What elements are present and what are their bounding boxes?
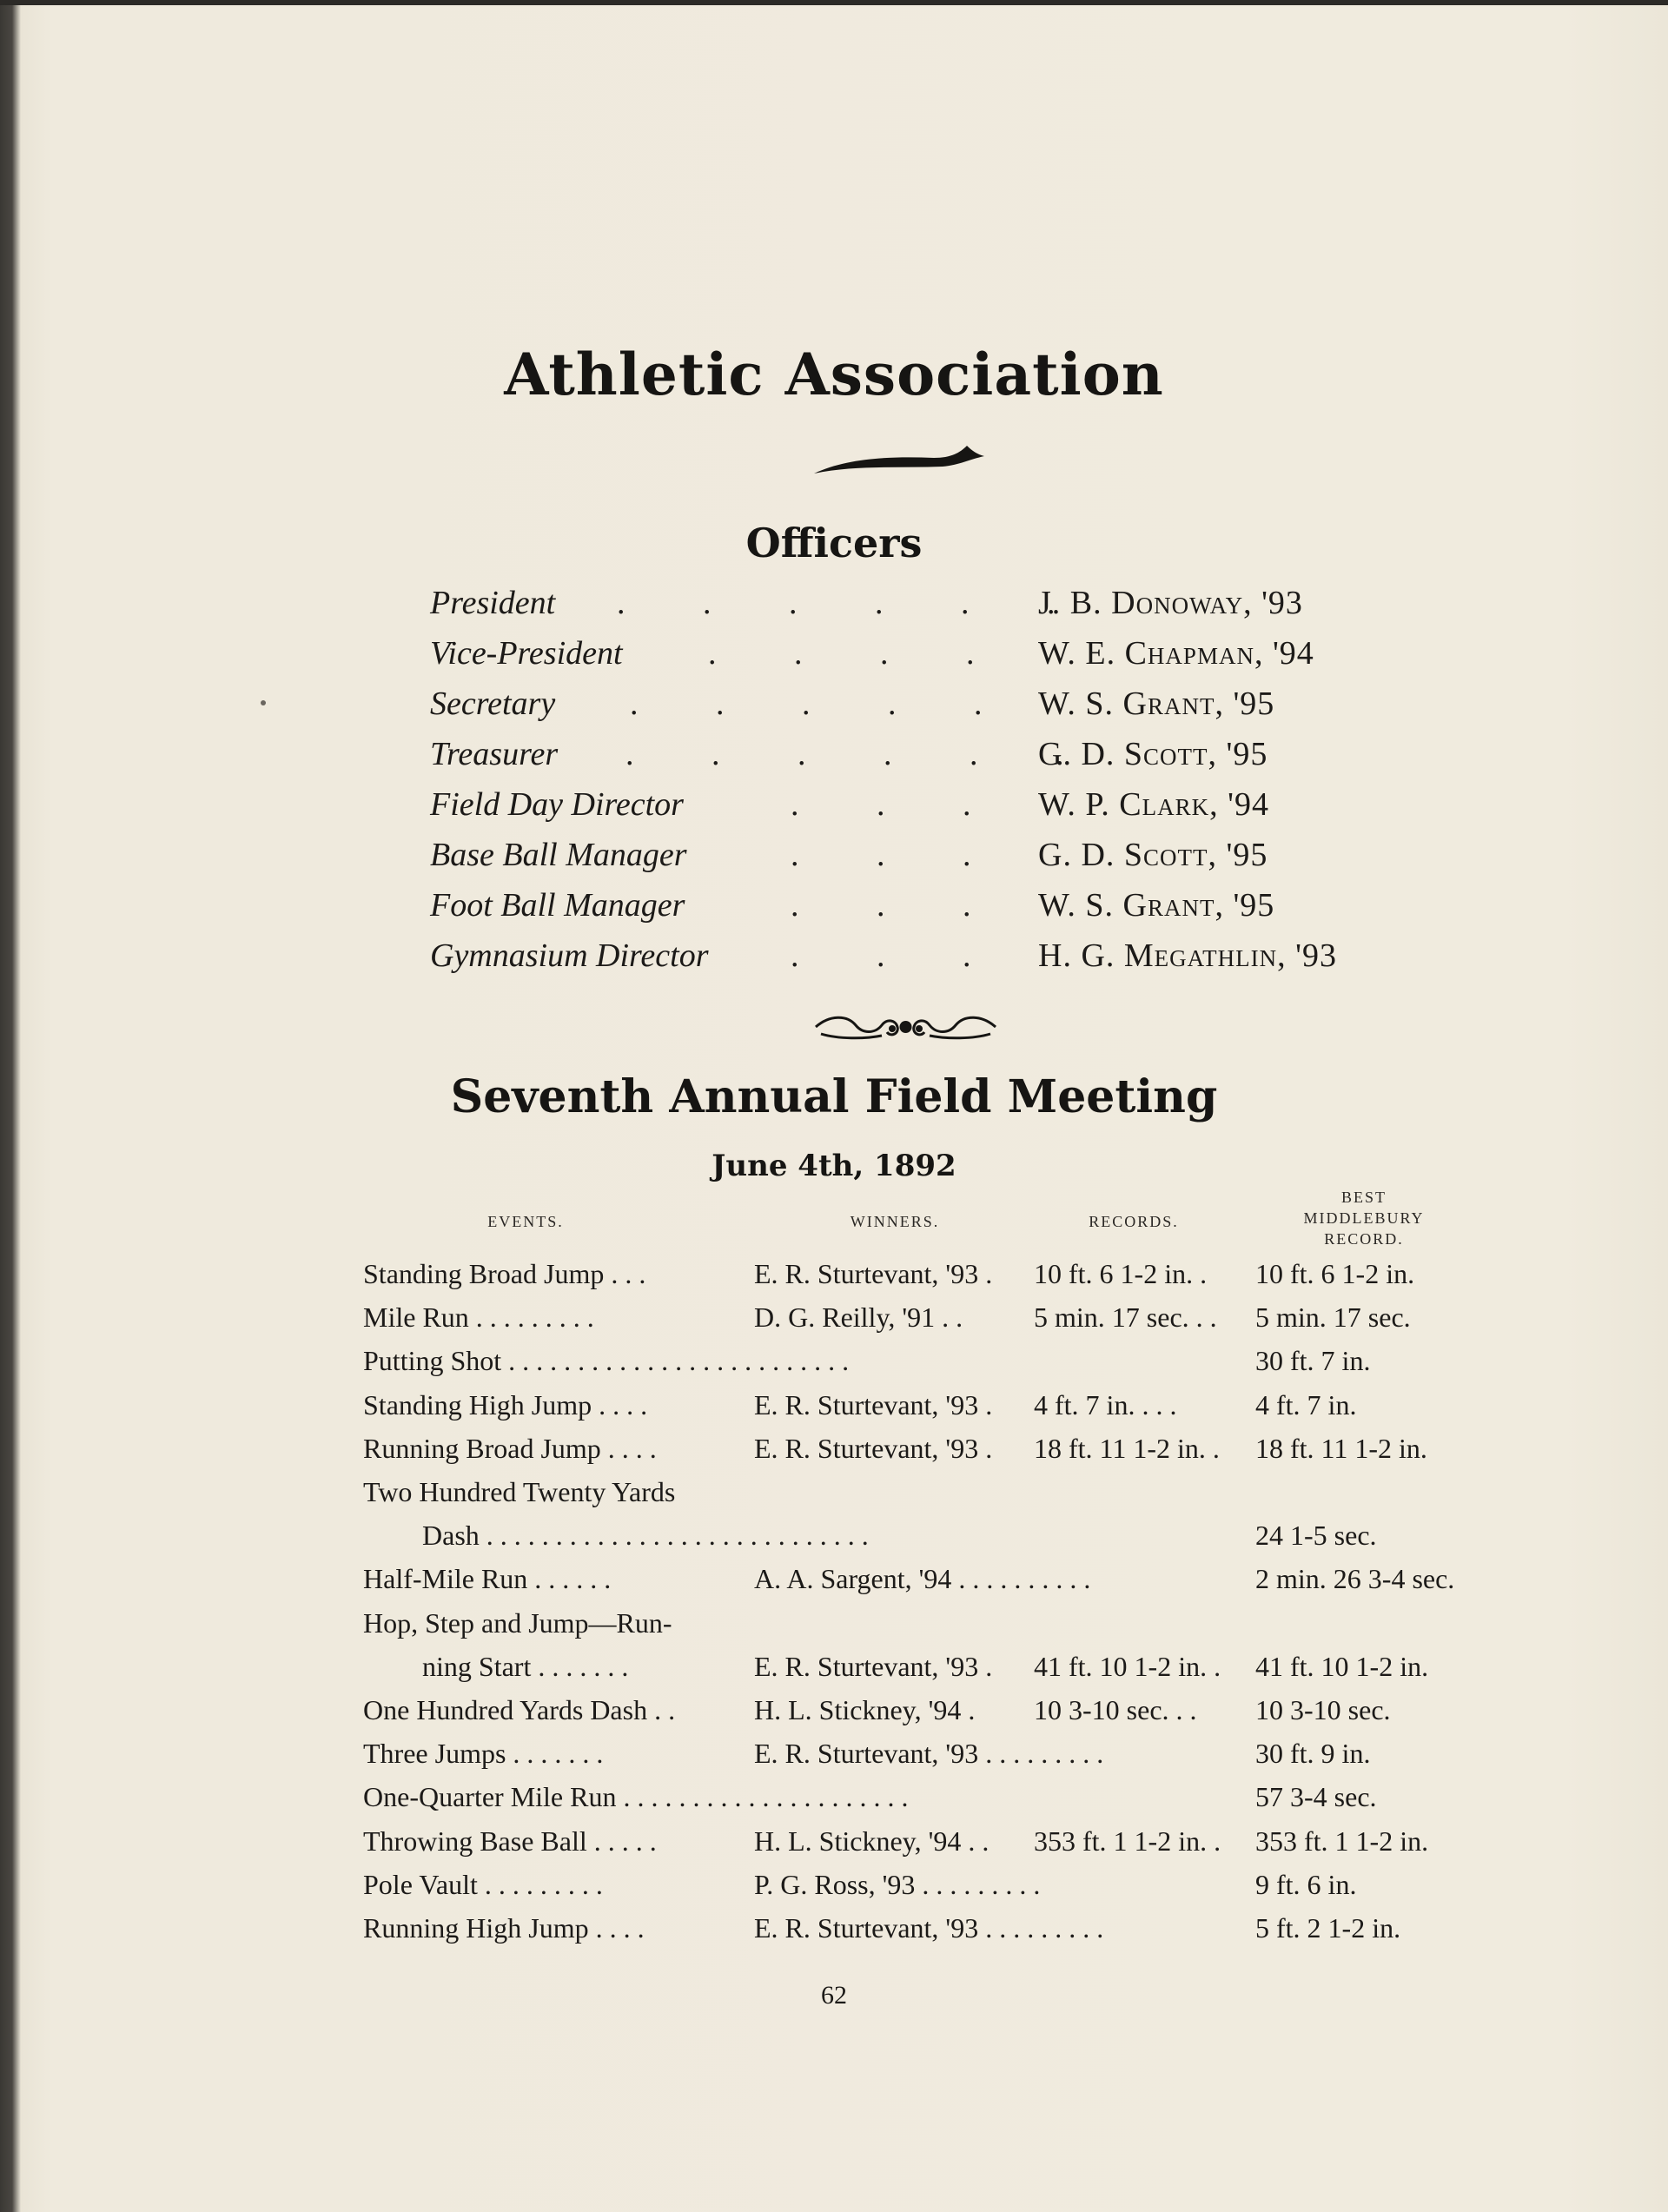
leader-dots: . . . xyxy=(791,837,1006,873)
event-cell: ning Start . . . . . . . xyxy=(422,1650,629,1682)
record-cell: 10 ft. 6 1-2 in. . xyxy=(1034,1258,1208,1289)
event-cell: Standing High Jump . . . . xyxy=(363,1388,648,1421)
officer-name: J. B. Donoway, '93 xyxy=(1038,585,1303,621)
officer-name: W. E. Chapman, '94 xyxy=(1038,635,1314,672)
record-cell: 10 3-10 sec. . . xyxy=(1034,1694,1197,1725)
officer-title: Field Day Director xyxy=(430,786,684,823)
officer-row xyxy=(430,937,1386,983)
event-cell: Putting Shot . . . . . . . . . . . . . . . . . . . . . . . . . xyxy=(363,1345,850,1377)
winner-cell: A. A. Sargent, '94 . . . . . . . . . . xyxy=(754,1563,1091,1595)
officer-title: Secretary xyxy=(430,685,556,722)
margin-speck xyxy=(261,700,266,705)
event-cell: Hop, Step and Jump—Run- xyxy=(363,1606,672,1639)
officers-heading: Officers xyxy=(745,520,923,566)
event-cell: One Hundred Yards Dash . . xyxy=(363,1694,676,1725)
column-header-records: RECORDS. xyxy=(1089,1213,1179,1230)
officer-row xyxy=(430,785,1386,832)
table-row xyxy=(363,1345,1484,1388)
winner-cell: P. G. Ross, '93 . . . . . . . . . xyxy=(754,1868,1041,1900)
leader-dots: . . . . . . xyxy=(626,736,1099,772)
officer-name: W. P. Clark, '94 xyxy=(1038,786,1269,823)
table-row xyxy=(363,1301,1484,1345)
best-record-cell: 30 ft. 9 in. xyxy=(1255,1738,1371,1770)
officer-row xyxy=(430,584,1386,631)
event-cell: Three Jumps . . . . . . . xyxy=(363,1738,604,1770)
leader-dots: . . . xyxy=(791,937,1006,974)
best-record-cell: 10 ft. 6 1-2 in. xyxy=(1255,1258,1415,1289)
best-record-cell: 353 ft. 1 1-2 in. xyxy=(1255,1825,1429,1857)
best-record-cell: 4 ft. 7 in. xyxy=(1255,1388,1357,1421)
winner-cell: E. R. Sturtevant, '93 . xyxy=(754,1258,993,1289)
table-row xyxy=(363,1258,1484,1301)
table-row xyxy=(363,1825,1484,1869)
winner-cell: E. R. Sturtevant, '93 . xyxy=(754,1432,993,1464)
best-record-cell: 18 ft. 11 1-2 in. xyxy=(1255,1432,1427,1464)
event-cell: Running Broad Jump . . . . xyxy=(363,1432,657,1464)
officer-row xyxy=(430,634,1386,681)
officer-name: H. G. Megathlin, '93 xyxy=(1038,937,1337,974)
flourish-ornament-icon xyxy=(812,1010,999,1044)
column-header-winners: WINNERS. xyxy=(850,1213,940,1230)
field-meeting-date: June 4th, 1892 xyxy=(712,1149,956,1183)
column-header-best-line: BEST xyxy=(1340,1189,1387,1206)
officer-row xyxy=(430,886,1386,933)
officer-name: W. S. Grant, '95 xyxy=(1038,685,1275,722)
leader-dots: . . . . . . xyxy=(617,585,1090,621)
leader-dots: . . . xyxy=(791,786,1006,823)
record-cell: 5 min. 17 sec. . . xyxy=(1034,1301,1217,1334)
table-row xyxy=(363,1912,1484,1956)
winner-cell: H. L. Stickney, '94 . xyxy=(754,1694,976,1725)
best-record-cell: 41 ft. 10 1-2 in. xyxy=(1255,1650,1429,1682)
column-header-events: EVENTS. xyxy=(487,1213,564,1230)
table-row xyxy=(363,1651,1484,1694)
best-record-cell: 9 ft. 6 in. xyxy=(1255,1868,1357,1900)
officer-row xyxy=(430,685,1386,732)
best-record-cell: 57 3-4 sec. xyxy=(1255,1781,1377,1813)
leader-dots: . . . . xyxy=(708,635,1009,672)
officer-row xyxy=(430,735,1386,782)
column-header-best-record xyxy=(1260,1187,1468,1249)
table-row xyxy=(363,1781,1484,1825)
record-cell: 41 ft. 10 1-2 in. . xyxy=(1034,1650,1221,1682)
event-cell: Standing Broad Jump . . . xyxy=(363,1258,646,1289)
event-cell: Two Hundred Twenty Yards xyxy=(363,1476,676,1507)
officer-row xyxy=(430,836,1386,883)
winner-cell: E. R. Sturtevant, '93 . xyxy=(754,1650,993,1682)
record-cell: 353 ft. 1 1-2 in. . xyxy=(1034,1825,1221,1857)
event-cell: Dash . . . . . . . . . . . . . . . . . . . . . . . . . . . . xyxy=(422,1520,869,1552)
best-record-cell: 24 1-5 sec. xyxy=(1255,1520,1377,1552)
table-row xyxy=(363,1869,1484,1912)
event-cell: Pole Vault . . . . . . . . . xyxy=(363,1868,603,1900)
field-meeting-heading: Seventh Annual Field Meeting xyxy=(450,1070,1218,1123)
officer-title: Vice-President xyxy=(430,635,623,672)
officer-title: Treasurer xyxy=(430,736,559,772)
winner-cell: H. L. Stickney, '94 . . xyxy=(754,1825,990,1857)
event-cell: Running High Jump . . . . xyxy=(363,1912,645,1944)
event-cell: Mile Run . . . . . . . . . xyxy=(363,1301,594,1334)
event-cell: Throwing Base Ball . . . . . xyxy=(363,1825,657,1857)
table-row xyxy=(363,1433,1484,1476)
best-record-cell: 10 3-10 sec. xyxy=(1255,1694,1391,1725)
officer-title: President xyxy=(430,585,556,621)
table-row xyxy=(363,1476,1484,1520)
officer-title: Gymnasium Director xyxy=(430,937,709,974)
event-cell: Half-Mile Run . . . . . . xyxy=(363,1563,612,1595)
event-cell: One-Quarter Mile Run . . . . . . . . . . . . . . . . . . . . . xyxy=(363,1781,909,1813)
officer-title: Base Ball Manager xyxy=(430,837,687,873)
officer-title: Foot Ball Manager xyxy=(430,887,685,924)
best-record-cell: 30 ft. 7 in. xyxy=(1255,1345,1371,1377)
winner-cell: E. R. Sturtevant, '93 . . . . . . . . . xyxy=(754,1738,1104,1770)
leader-dots: . . . xyxy=(791,887,1006,924)
winner-cell: E. R. Sturtevant, '93 . xyxy=(754,1388,993,1421)
table-row xyxy=(363,1520,1484,1563)
page-top-edge xyxy=(0,0,1668,5)
column-header-best-line: MIDDLEBURY xyxy=(1303,1209,1425,1227)
record-cell: 18 ft. 11 1-2 in. . xyxy=(1034,1432,1220,1464)
column-header-best-line: RECORD. xyxy=(1324,1230,1404,1248)
page-number: 62 xyxy=(821,1981,847,2010)
officer-name: G. D. Scott, '95 xyxy=(1038,837,1268,873)
table-row xyxy=(363,1389,1484,1433)
page-title: Athletic Association xyxy=(504,341,1164,408)
table-row xyxy=(363,1563,1484,1606)
best-record-cell: 5 ft. 2 1-2 in. xyxy=(1255,1912,1401,1944)
winner-cell: D. G. Reilly, '91 . . xyxy=(754,1301,963,1334)
officer-name: W. S. Grant, '95 xyxy=(1038,887,1275,924)
table-row xyxy=(363,1694,1484,1738)
best-record-cell: 5 min. 17 sec. xyxy=(1255,1301,1411,1334)
swash-ornament-icon xyxy=(812,439,986,482)
leader-dots: . . . . . xyxy=(630,685,1017,722)
record-cell: 4 ft. 7 in. . . . xyxy=(1034,1388,1177,1421)
officer-name: G. D. Scott, '95 xyxy=(1038,736,1268,772)
table-row xyxy=(363,1607,1484,1651)
winner-cell: E. R. Sturtevant, '93 . . . . . . . . . xyxy=(754,1912,1104,1944)
best-record-cell: 2 min. 26 3-4 sec. xyxy=(1255,1563,1455,1595)
table-row xyxy=(363,1738,1484,1781)
